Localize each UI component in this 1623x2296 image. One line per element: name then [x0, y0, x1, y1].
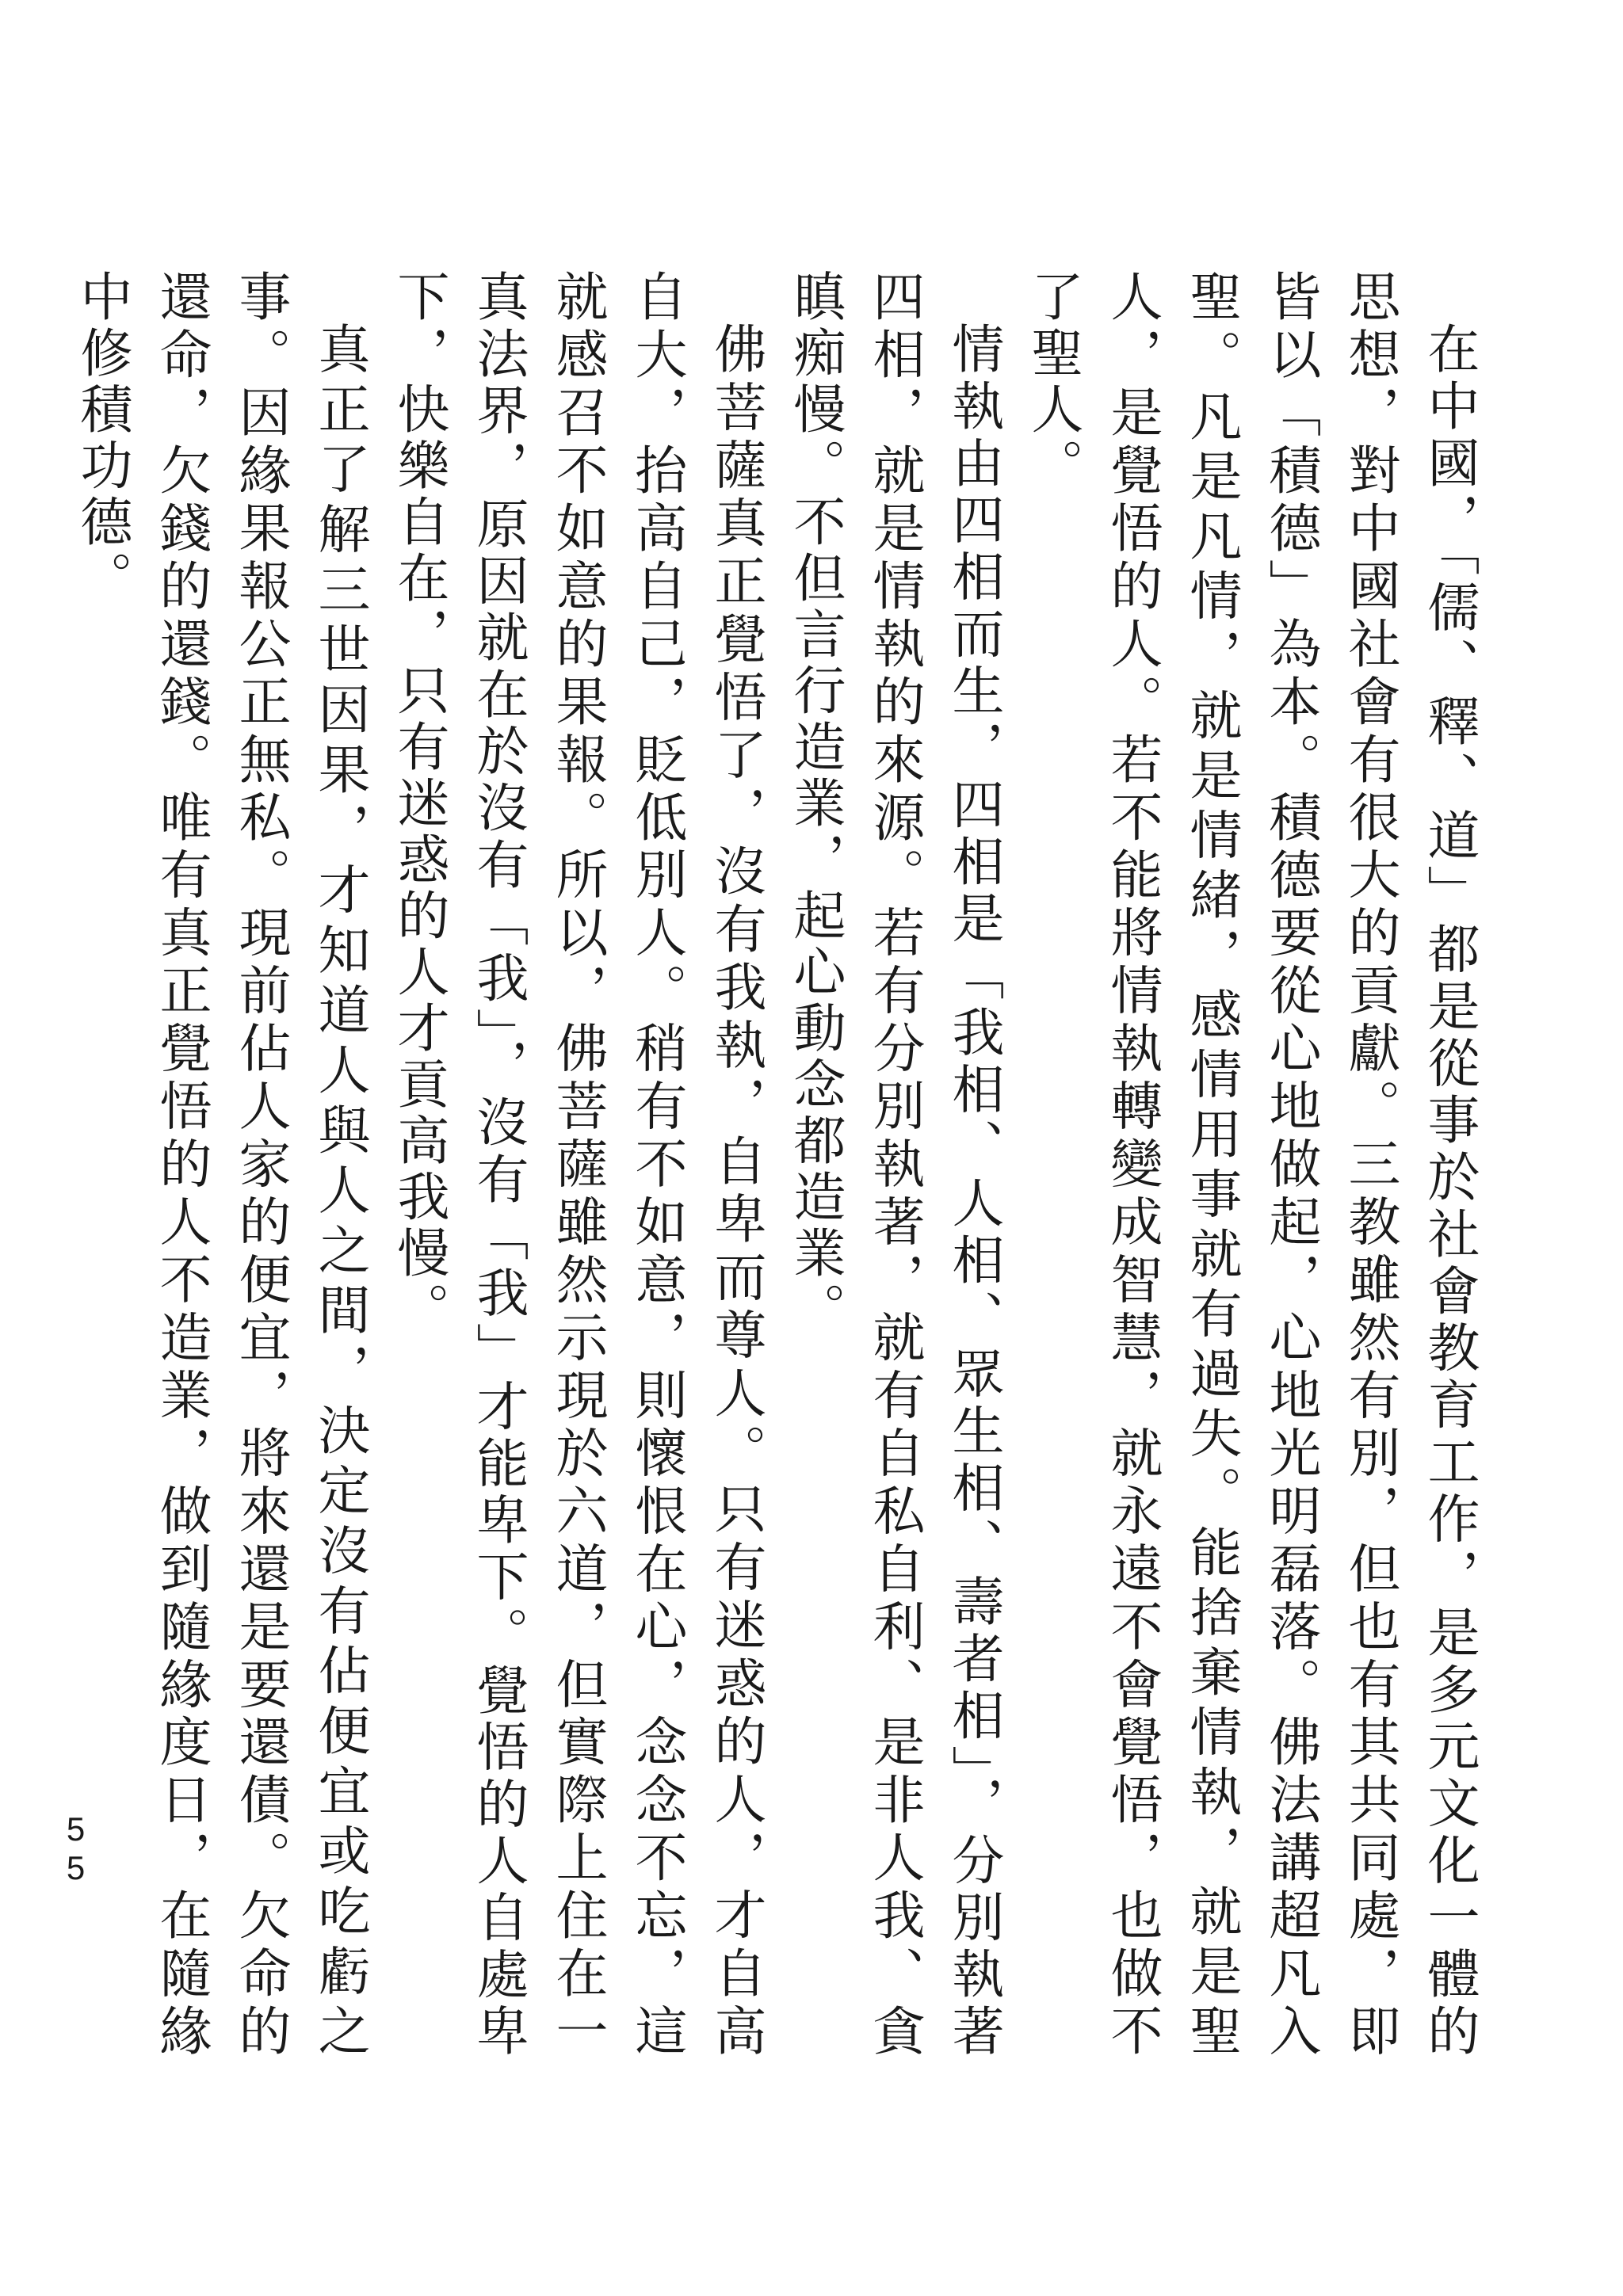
paragraph: 在中國，「儒、釋、道」都是從事於社會教育工作，是多元文化一體的思想，對中國社會有很大的貢獻。三教雖然有別，但也有其共同處，即皆以「積德」為本。積德要從心地做起，心地光明磊落。佛法講超凡入聖。凡是凡情，就是情緒，感情用事就有過失。能捨棄情執，就是聖人，是覺悟的人。若不能將情執轉變成智慧，就永遠不會覺悟，也做不了聖人。: [1022, 269, 1480, 2060]
paragraph: 真正了解三世因果，才知道人與人之間，決定沒有佔便宜或吃虧之事。因緣果報公正無私。現前佔人家的便宜，將來還是要還債。欠命的還命，欠錢的還錢。唯有真正覺悟的人不造業，做到隨緣度日，在隨緣中修積功德。: [71, 269, 370, 2060]
page-number: 55: [57, 1810, 94, 1888]
paragraph: 佛菩薩真正覺悟了，沒有我執，自卑而尊人。只有迷惑的人，才自高自大，抬高自己，貶低別人。稍有不如意，則懷恨在心，念念不忘，這就感召不如意的果報。所以，佛菩薩雖然示現於六道，但實際上住在一真法界，原因就在於沒有「我」，沒有「我」才能卑下。覺悟的人自處卑下，快樂自在，只有迷惑的人才貢高我慢。: [388, 269, 766, 2060]
paragraph: 情執由四相而生，四相是「我相、人相、眾生相、壽者相」，分別執著四相，就是情執的來源。若有分別執著，就有自私自利、是非人我、貪瞋痴慢。不但言行造業，起心動念都造業。: [785, 269, 1004, 2060]
